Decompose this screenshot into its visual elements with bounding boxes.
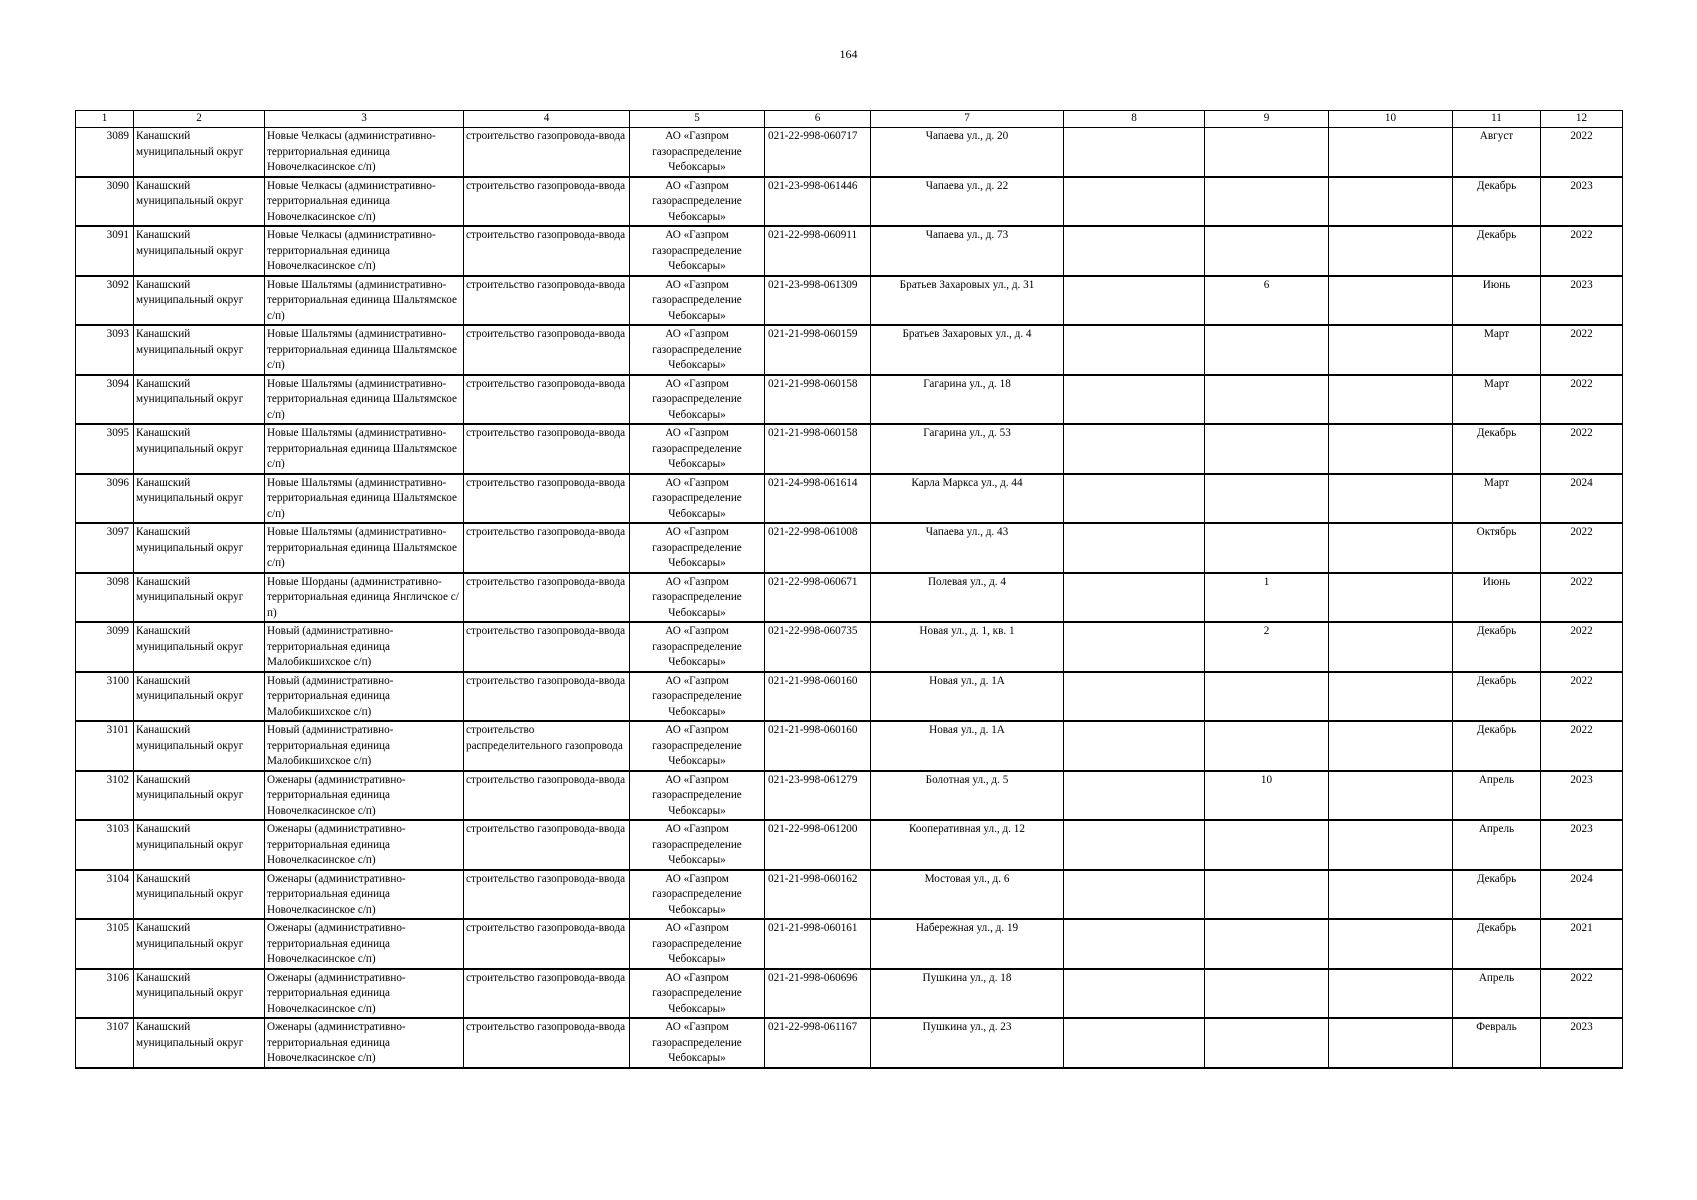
cell-address: Братьев Захаровых ул., д. 31 <box>871 276 1064 326</box>
cell-month: Декабрь <box>1453 622 1541 672</box>
column-header-6: 6 <box>765 111 871 128</box>
cell-code: 021-21-998-060160 <box>765 721 871 771</box>
cell-col-9 <box>1205 969 1329 1019</box>
cell-row-number: 3106 <box>76 969 134 1019</box>
cell-work-type: строительство газопровода-ввода <box>464 523 630 573</box>
cell-col-8 <box>1064 771 1205 821</box>
cell-year: 2022 <box>1541 622 1623 672</box>
registry-table-wrapper <box>75 110 1622 1069</box>
cell-year: 2022 <box>1541 424 1623 474</box>
cell-row-number: 3107 <box>76 1018 134 1068</box>
cell-col-10 <box>1329 573 1453 623</box>
cell-work-type: строительство газопровода-ввода <box>464 573 630 623</box>
cell-locality: Новые Челкасы (административно-территориальная единица Новочелкасинское с/п) <box>265 177 464 227</box>
cell-district: Канашский муниципальный округ <box>134 672 265 722</box>
cell-year: 2024 <box>1541 474 1623 524</box>
table-row <box>76 820 1623 870</box>
cell-district: Канашский муниципальный округ <box>134 128 265 177</box>
cell-col-10 <box>1329 622 1453 672</box>
cell-row-number: 3102 <box>76 771 134 821</box>
cell-col-9: 10 <box>1205 771 1329 821</box>
table-row <box>76 325 1623 375</box>
cell-work-type: строительство газопровода-ввода <box>464 474 630 524</box>
cell-district: Канашский муниципальный округ <box>134 573 265 623</box>
cell-work-type: строительство газопровода-ввода <box>464 969 630 1019</box>
cell-col-10 <box>1329 177 1453 227</box>
cell-organization: АО «Газпром газораспределение Чебоксары» <box>630 325 765 375</box>
cell-year: 2022 <box>1541 721 1623 771</box>
cell-year: 2022 <box>1541 375 1623 425</box>
registry-table <box>75 110 1623 1069</box>
cell-month: Апрель <box>1453 969 1541 1019</box>
cell-col-8 <box>1064 672 1205 722</box>
cell-organization: АО «Газпром газораспределение Чебоксары» <box>630 721 765 771</box>
cell-work-type: строительство газопровода-ввода <box>464 424 630 474</box>
cell-work-type: строительство газопровода-ввода <box>464 820 630 870</box>
cell-locality: Оженары (административно-территориальная единица Новочелкасинское с/п) <box>265 919 464 969</box>
cell-district: Канашский муниципальный округ <box>134 424 265 474</box>
cell-col-9 <box>1205 919 1329 969</box>
cell-district: Канашский муниципальный округ <box>134 622 265 672</box>
cell-address: Пушкина ул., д. 23 <box>871 1018 1064 1068</box>
cell-month: Декабрь <box>1453 919 1541 969</box>
cell-col-9 <box>1205 820 1329 870</box>
cell-col-8 <box>1064 1018 1205 1068</box>
cell-work-type: строительство распределительного газопровода <box>464 721 630 771</box>
cell-district: Канашский муниципальный округ <box>134 969 265 1019</box>
cell-locality: Оженары (административно-территориальная единица Новочелкасинское с/п) <box>265 771 464 821</box>
cell-locality: Новые Шальтямы (административно-территориальная единица Шальтямское с/п) <box>265 474 464 524</box>
cell-organization: АО «Газпром газораспределение Чебоксары» <box>630 622 765 672</box>
cell-organization: АО «Газпром газораспределение Чебоксары» <box>630 1018 765 1068</box>
column-header-10: 10 <box>1329 111 1453 128</box>
cell-col-10 <box>1329 771 1453 821</box>
cell-organization: АО «Газпром газораспределение Чебоксары» <box>630 523 765 573</box>
cell-year: 2022 <box>1541 969 1623 1019</box>
cell-code: 021-21-998-060158 <box>765 375 871 425</box>
cell-district: Канашский муниципальный округ <box>134 177 265 227</box>
table-row <box>76 870 1623 920</box>
cell-col-10 <box>1329 128 1453 177</box>
cell-locality: Новый (административно-территориальная единица Малобикшихское с/п) <box>265 721 464 771</box>
column-header-7: 7 <box>871 111 1064 128</box>
cell-district: Канашский муниципальный округ <box>134 523 265 573</box>
cell-row-number: 3096 <box>76 474 134 524</box>
cell-code: 021-23-998-061446 <box>765 177 871 227</box>
cell-code: 021-22-998-061167 <box>765 1018 871 1068</box>
cell-year: 2021 <box>1541 919 1623 969</box>
cell-work-type: строительство газопровода-ввода <box>464 177 630 227</box>
cell-col-10 <box>1329 820 1453 870</box>
cell-organization: АО «Газпром газораспределение Чебоксары» <box>630 820 765 870</box>
table-header <box>76 111 1623 128</box>
cell-month: Декабрь <box>1453 672 1541 722</box>
cell-code: 021-23-998-061309 <box>765 276 871 326</box>
cell-code: 021-22-998-061200 <box>765 820 871 870</box>
cell-locality: Новые Шальтямы (административно-территориальная единица Шальтямское с/п) <box>265 375 464 425</box>
column-header-3: 3 <box>265 111 464 128</box>
cell-address: Мостовая ул., д. 6 <box>871 870 1064 920</box>
cell-col-9 <box>1205 375 1329 425</box>
cell-col-8 <box>1064 276 1205 326</box>
cell-month: Апрель <box>1453 820 1541 870</box>
cell-col-8 <box>1064 474 1205 524</box>
cell-month: Июнь <box>1453 276 1541 326</box>
cell-organization: АО «Газпром газораспределение Чебоксары» <box>630 969 765 1019</box>
cell-row-number: 3089 <box>76 128 134 177</box>
cell-organization: АО «Газпром газораспределение Чебоксары» <box>630 573 765 623</box>
cell-organization: АО «Газпром газораспределение Чебоксары» <box>630 177 765 227</box>
cell-work-type: строительство газопровода-ввода <box>464 1018 630 1068</box>
table-row <box>76 375 1623 425</box>
cell-col-8 <box>1064 128 1205 177</box>
cell-district: Канашский муниципальный округ <box>134 226 265 276</box>
cell-col-10 <box>1329 523 1453 573</box>
cell-row-number: 3095 <box>76 424 134 474</box>
cell-organization: АО «Газпром газораспределение Чебоксары» <box>630 771 765 821</box>
table-row <box>76 523 1623 573</box>
cell-year: 2022 <box>1541 672 1623 722</box>
cell-row-number: 3093 <box>76 325 134 375</box>
column-header-2: 2 <box>134 111 265 128</box>
cell-work-type: строительство газопровода-ввода <box>464 128 630 177</box>
cell-col-10 <box>1329 919 1453 969</box>
cell-address: Карла Маркса ул., д. 44 <box>871 474 1064 524</box>
cell-row-number: 3090 <box>76 177 134 227</box>
cell-month: Декабрь <box>1453 721 1541 771</box>
cell-address: Чапаева ул., д. 43 <box>871 523 1064 573</box>
cell-locality: Новый (административно-территориальная единица Малобикшихское с/п) <box>265 622 464 672</box>
page-number: 164 <box>839 47 858 61</box>
column-header-4: 4 <box>464 111 630 128</box>
cell-col-10 <box>1329 474 1453 524</box>
cell-col-8 <box>1064 622 1205 672</box>
table-row <box>76 771 1623 821</box>
cell-col-9 <box>1205 870 1329 920</box>
cell-row-number: 3092 <box>76 276 134 326</box>
cell-row-number: 3091 <box>76 226 134 276</box>
cell-col-10 <box>1329 870 1453 920</box>
cell-row-number: 3098 <box>76 573 134 623</box>
cell-address: Болотная ул., д. 5 <box>871 771 1064 821</box>
cell-organization: АО «Газпром газораспределение Чебоксары» <box>630 870 765 920</box>
cell-work-type: строительство газопровода-ввода <box>464 771 630 821</box>
cell-month: Март <box>1453 375 1541 425</box>
cell-col-8 <box>1064 325 1205 375</box>
cell-col-8 <box>1064 969 1205 1019</box>
table-row <box>76 969 1623 1019</box>
cell-month: Июнь <box>1453 573 1541 623</box>
cell-col-9 <box>1205 474 1329 524</box>
table-row <box>76 226 1623 276</box>
cell-col-8 <box>1064 721 1205 771</box>
cell-month: Декабрь <box>1453 177 1541 227</box>
table-row <box>76 474 1623 524</box>
cell-locality: Новые Шальтямы (административно-территориальная единица Шальтямское с/п) <box>265 424 464 474</box>
cell-year: 2023 <box>1541 771 1623 821</box>
column-header-8: 8 <box>1064 111 1205 128</box>
cell-locality: Новые Шальтямы (административно-территориальная единица Шальтямское с/п) <box>265 325 464 375</box>
cell-locality: Новые Шорданы (административно-территориальная единица Янгличское с/п) <box>265 573 464 623</box>
cell-district: Канашский муниципальный округ <box>134 375 265 425</box>
cell-year: 2023 <box>1541 177 1623 227</box>
cell-address: Набережная ул., д. 19 <box>871 919 1064 969</box>
cell-address: Братьев Захаровых ул., д. 4 <box>871 325 1064 375</box>
cell-col-8 <box>1064 870 1205 920</box>
cell-work-type: строительство газопровода-ввода <box>464 622 630 672</box>
cell-col-10 <box>1329 721 1453 771</box>
cell-organization: АО «Газпром газораспределение Чебоксары» <box>630 424 765 474</box>
cell-month: Декабрь <box>1453 226 1541 276</box>
cell-row-number: 3104 <box>76 870 134 920</box>
cell-month: Октябрь <box>1453 523 1541 573</box>
cell-col-10 <box>1329 276 1453 326</box>
cell-col-8 <box>1064 226 1205 276</box>
table-row <box>76 721 1623 771</box>
cell-organization: АО «Газпром газораспределение Чебоксары» <box>630 128 765 177</box>
cell-district: Канашский муниципальный округ <box>134 771 265 821</box>
cell-col-9 <box>1205 424 1329 474</box>
cell-row-number: 3103 <box>76 820 134 870</box>
cell-code: 021-22-998-061008 <box>765 523 871 573</box>
cell-month: Февраль <box>1453 1018 1541 1068</box>
cell-code: 021-23-998-061279 <box>765 771 871 821</box>
table-body <box>76 128 1623 1068</box>
cell-district: Канашский муниципальный округ <box>134 276 265 326</box>
cell-month: Март <box>1453 325 1541 375</box>
cell-month: Апрель <box>1453 771 1541 821</box>
cell-work-type: строительство газопровода-ввода <box>464 325 630 375</box>
cell-organization: АО «Газпром газораспределение Чебоксары» <box>630 474 765 524</box>
cell-month: Декабрь <box>1453 424 1541 474</box>
cell-work-type: строительство газопровода-ввода <box>464 226 630 276</box>
cell-address: Кооперативная ул., д. 12 <box>871 820 1064 870</box>
cell-col-10 <box>1329 325 1453 375</box>
cell-code: 021-21-998-060162 <box>765 870 871 920</box>
cell-col-8 <box>1064 375 1205 425</box>
cell-year: 2024 <box>1541 870 1623 920</box>
table-row <box>76 1018 1623 1068</box>
cell-address: Новая ул., д. 1А <box>871 721 1064 771</box>
cell-row-number: 3101 <box>76 721 134 771</box>
table-row <box>76 622 1623 672</box>
cell-col-9 <box>1205 672 1329 722</box>
cell-col-9 <box>1205 1018 1329 1068</box>
column-header-12: 12 <box>1541 111 1623 128</box>
cell-locality: Оженары (административно-территориальная единица Новочелкасинское с/п) <box>265 1018 464 1068</box>
cell-col-9 <box>1205 721 1329 771</box>
column-header-5: 5 <box>630 111 765 128</box>
cell-address: Новая ул., д. 1, кв. 1 <box>871 622 1064 672</box>
cell-address: Чапаева ул., д. 22 <box>871 177 1064 227</box>
cell-locality: Новые Челкасы (административно-территориальная единица Новочелкасинское с/п) <box>265 128 464 177</box>
cell-district: Канашский муниципальный округ <box>134 474 265 524</box>
cell-col-9 <box>1205 523 1329 573</box>
cell-organization: АО «Газпром газораспределение Чебоксары» <box>630 276 765 326</box>
cell-code: 021-22-998-060911 <box>765 226 871 276</box>
cell-district: Канашский муниципальный округ <box>134 919 265 969</box>
cell-row-number: 3099 <box>76 622 134 672</box>
cell-col-8 <box>1064 820 1205 870</box>
cell-row-number: 3100 <box>76 672 134 722</box>
cell-col-9: 6 <box>1205 276 1329 326</box>
cell-district: Канашский муниципальный округ <box>134 1018 265 1068</box>
cell-address: Гагарина ул., д. 18 <box>871 375 1064 425</box>
cell-year: 2022 <box>1541 128 1623 177</box>
cell-row-number: 3094 <box>76 375 134 425</box>
cell-locality: Новые Шальтямы (административно-территориальная единица Шальтямское с/п) <box>265 276 464 326</box>
cell-code: 021-22-998-060717 <box>765 128 871 177</box>
cell-col-9 <box>1205 226 1329 276</box>
cell-code: 021-24-998-061614 <box>765 474 871 524</box>
cell-code: 021-21-998-060696 <box>765 969 871 1019</box>
cell-col-10 <box>1329 672 1453 722</box>
cell-col-9 <box>1205 177 1329 227</box>
cell-row-number: 3105 <box>76 919 134 969</box>
cell-locality: Оженары (административно-территориальная единица Новочелкасинское с/п) <box>265 969 464 1019</box>
cell-col-10 <box>1329 226 1453 276</box>
cell-col-10 <box>1329 375 1453 425</box>
cell-work-type: строительство газопровода-ввода <box>464 919 630 969</box>
cell-locality: Новые Шальтямы (административно-территориальная единица Шальтямское с/п) <box>265 523 464 573</box>
cell-code: 021-21-998-060158 <box>765 424 871 474</box>
cell-col-10 <box>1329 1018 1453 1068</box>
column-header-9: 9 <box>1205 111 1329 128</box>
cell-address: Полевая ул., д. 4 <box>871 573 1064 623</box>
cell-col-8 <box>1064 523 1205 573</box>
cell-address: Чапаева ул., д. 20 <box>871 128 1064 177</box>
cell-year: 2022 <box>1541 573 1623 623</box>
table-row <box>76 128 1623 177</box>
cell-year: 2023 <box>1541 1018 1623 1068</box>
cell-year: 2023 <box>1541 276 1623 326</box>
cell-col-9 <box>1205 128 1329 177</box>
cell-col-9: 1 <box>1205 573 1329 623</box>
cell-address: Чапаева ул., д. 73 <box>871 226 1064 276</box>
cell-month: Август <box>1453 128 1541 177</box>
cell-work-type: строительство газопровода-ввода <box>464 870 630 920</box>
cell-code: 021-22-998-060671 <box>765 573 871 623</box>
cell-district: Канашский муниципальный округ <box>134 325 265 375</box>
cell-district: Канашский муниципальный округ <box>134 820 265 870</box>
cell-code: 021-22-998-060735 <box>765 622 871 672</box>
cell-month: Декабрь <box>1453 870 1541 920</box>
cell-address: Пушкина ул., д. 18 <box>871 969 1064 1019</box>
cell-month: Март <box>1453 474 1541 524</box>
cell-col-9 <box>1205 325 1329 375</box>
cell-col-8 <box>1064 424 1205 474</box>
table-row <box>76 177 1623 227</box>
cell-address: Новая ул., д. 1А <box>871 672 1064 722</box>
cell-code: 021-21-998-060159 <box>765 325 871 375</box>
cell-organization: АО «Газпром газораспределение Чебоксары» <box>630 375 765 425</box>
table-row <box>76 424 1623 474</box>
cell-district: Канашский муниципальный округ <box>134 721 265 771</box>
cell-year: 2022 <box>1541 325 1623 375</box>
cell-year: 2022 <box>1541 523 1623 573</box>
cell-code: 021-21-998-060161 <box>765 919 871 969</box>
cell-year: 2022 <box>1541 226 1623 276</box>
cell-organization: АО «Газпром газораспределение Чебоксары» <box>630 226 765 276</box>
column-header-11: 11 <box>1453 111 1541 128</box>
cell-row-number: 3097 <box>76 523 134 573</box>
cell-work-type: строительство газопровода-ввода <box>464 672 630 722</box>
cell-col-8 <box>1064 919 1205 969</box>
cell-col-10 <box>1329 969 1453 1019</box>
cell-organization: АО «Газпром газораспределение Чебоксары» <box>630 672 765 722</box>
cell-col-8 <box>1064 177 1205 227</box>
cell-year: 2023 <box>1541 820 1623 870</box>
cell-col-10 <box>1329 424 1453 474</box>
cell-locality: Оженары (административно-территориальная единица Новочелкасинское с/п) <box>265 870 464 920</box>
header-row <box>76 111 1623 128</box>
table-row <box>76 672 1623 722</box>
cell-locality: Оженары (административно-территориальная единица Новочелкасинское с/п) <box>265 820 464 870</box>
cell-code: 021-21-998-060160 <box>765 672 871 722</box>
cell-locality: Новые Челкасы (административно-территориальная единица Новочелкасинское с/п) <box>265 226 464 276</box>
cell-locality: Новый (административно-территориальная единица Малобикшихское с/п) <box>265 672 464 722</box>
cell-col-9: 2 <box>1205 622 1329 672</box>
cell-address: Гагарина ул., д. 53 <box>871 424 1064 474</box>
cell-work-type: строительство газопровода-ввода <box>464 375 630 425</box>
cell-work-type: строительство газопровода-ввода <box>464 276 630 326</box>
table-row <box>76 573 1623 623</box>
column-header-1: 1 <box>76 111 134 128</box>
cell-col-8 <box>1064 573 1205 623</box>
cell-district: Канашский муниципальный округ <box>134 870 265 920</box>
table-row <box>76 276 1623 326</box>
table-row <box>76 919 1623 969</box>
cell-organization: АО «Газпром газораспределение Чебоксары» <box>630 919 765 969</box>
